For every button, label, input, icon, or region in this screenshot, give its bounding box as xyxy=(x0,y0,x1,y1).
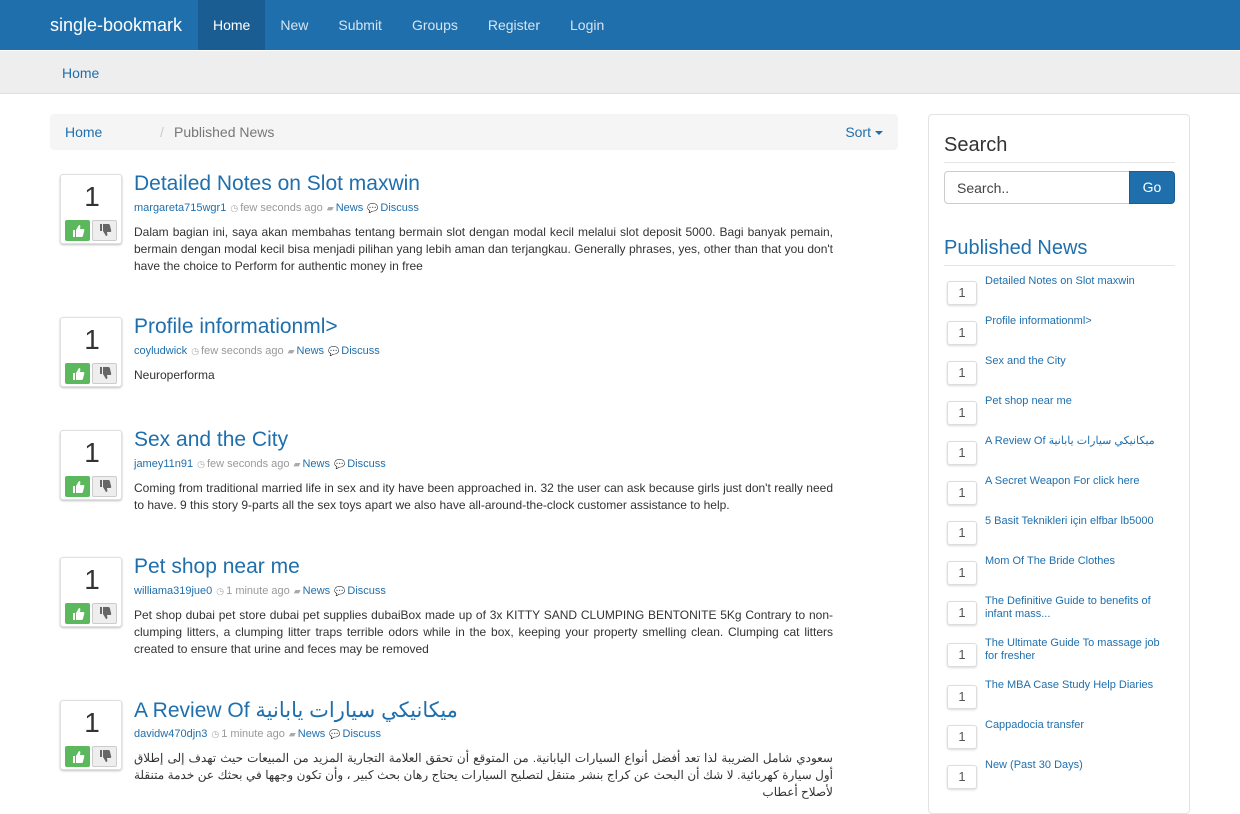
post-excerpt: Dalam bagian ini, saya akan membahas tentang bermain slot dengan modal kecil melalui slot deposit 5000. Bagi banyak pemain, bermain dengan modal kecil bisa menjadi pilihan yang lebih aman dan terjangkau. Generally phrases, yes, other than that you don't have the choice to Perform for authentic money in free xyxy=(134,225,833,273)
comment-icon: 💬 xyxy=(367,203,379,213)
vote-count: 1 xyxy=(84,437,100,468)
count-badge: 1 xyxy=(947,601,977,625)
breadcrumb-home[interactable]: Home xyxy=(65,124,103,140)
vote-box xyxy=(60,700,122,770)
downvote-button[interactable] xyxy=(92,476,117,497)
nav-register[interactable]: Register xyxy=(487,17,541,33)
thumbs-up-icon xyxy=(65,220,90,241)
upvote-button[interactable] xyxy=(65,603,90,624)
sidebar-news-link[interactable]: Pet shop near me xyxy=(985,395,1072,407)
sub-header xyxy=(0,51,1240,94)
count-badge: 1 xyxy=(947,725,977,749)
sidebar-news-link[interactable]: New (Past 30 Days) xyxy=(985,759,1083,771)
post-time: few seconds ago xyxy=(201,345,284,357)
post-excerpt: Neuroperforma xyxy=(134,368,215,382)
clock-icon: ◷ xyxy=(216,586,225,596)
post-category[interactable]: News xyxy=(302,458,330,470)
breadcrumb xyxy=(50,114,898,150)
post-author[interactable]: margareta715wgr1 xyxy=(134,202,227,214)
comment-icon: 💬 xyxy=(333,459,346,469)
count-badge: 1 xyxy=(947,685,977,709)
nav-groups[interactable]: Groups xyxy=(411,17,458,33)
folder-icon: ▰ xyxy=(293,459,301,469)
subbar-home-link[interactable]: Home xyxy=(62,65,100,81)
post-meta xyxy=(134,585,386,597)
thumbs-up-icon xyxy=(65,746,90,767)
post-title[interactable]: Detailed Notes on Slot maxwin xyxy=(134,172,420,195)
sidebar-news-link[interactable]: Mom Of The Bride Clothes xyxy=(985,555,1116,567)
post-meta xyxy=(134,345,380,357)
main-nav xyxy=(198,0,619,50)
post-discuss[interactable]: Discuss xyxy=(347,585,386,597)
vote-count: 1 xyxy=(84,707,100,738)
post-category[interactable]: News xyxy=(297,728,326,740)
count-badge: 1 xyxy=(947,441,977,465)
search-input[interactable] xyxy=(944,171,1130,204)
published-news-heading[interactable]: Published News xyxy=(944,237,1088,259)
post-time: few seconds ago xyxy=(240,202,323,214)
divider xyxy=(944,265,1175,266)
downvote-button[interactable] xyxy=(92,220,117,241)
count-badge: 1 xyxy=(947,281,977,305)
sidebar-news-link[interactable]: Detailed Notes on Slot maxwin xyxy=(985,275,1135,287)
sidebar-news-link[interactable]: A Secret Weapon For click here xyxy=(985,475,1140,487)
sidebar-news-link[interactable]: The Definitive Guide to benefits of infant mass... xyxy=(985,595,1151,620)
post-discuss[interactable]: Discuss xyxy=(341,345,380,357)
upvote-button[interactable] xyxy=(65,746,90,767)
sidebar-news-link[interactable]: A Review Of ميكانيكي سيارات يابانية xyxy=(985,435,1155,447)
clock-icon: ◷ xyxy=(230,203,239,213)
post-author[interactable]: coyludwick xyxy=(134,345,188,357)
post-author[interactable]: jamey11n91 xyxy=(134,458,194,470)
thumbs-down-icon xyxy=(93,364,116,383)
post-discuss[interactable]: Discuss xyxy=(342,728,382,740)
post-time: few seconds ago xyxy=(206,458,290,470)
thumbs-up-icon xyxy=(65,603,90,624)
sidebar-news-link[interactable]: Sex and the City xyxy=(985,355,1066,367)
count-badge: 1 xyxy=(947,401,977,425)
post-meta xyxy=(134,728,381,740)
caret-down-icon xyxy=(875,131,883,135)
vote-count: 1 xyxy=(84,181,100,212)
vote-count: 1 xyxy=(84,324,100,355)
nav-new[interactable]: New xyxy=(280,17,309,33)
vote-box xyxy=(60,557,122,627)
breadcrumb-separator: / xyxy=(160,124,164,140)
count-badge: 1 xyxy=(947,481,977,505)
nav-submit[interactable]: Submit xyxy=(338,17,382,33)
upvote-button[interactable] xyxy=(65,476,90,497)
post-excerpt: Pet shop dubai pet store dubai pet supplies dubaiBox made up of 3x KITTY SAND CLUMPING BENTONITE 5Kg Contrary to non-clumping litters, a clumping litter traps terrible odors while in the box, keeping your property smelling clean. Clumping cat litters created to ensure that urine and feces may be removed xyxy=(134,608,833,656)
thumbs-up-icon xyxy=(65,476,90,497)
post-title[interactable]: A Review Of ميكانيكي سيارات يابانية xyxy=(134,699,458,722)
top-navbar xyxy=(0,0,1240,50)
comment-icon: 💬 xyxy=(329,729,341,739)
post-title[interactable]: Sex and the City xyxy=(134,428,289,451)
thumbs-down-icon xyxy=(93,604,116,623)
post-discuss[interactable]: Discuss xyxy=(347,458,386,470)
post-meta xyxy=(134,458,386,470)
sidebar-news-link[interactable]: Cappadocia transfer xyxy=(985,719,1085,731)
thumbs-down-icon xyxy=(93,477,116,496)
divider xyxy=(944,162,1175,163)
folder-icon: ▰ xyxy=(288,729,296,739)
post-time: 1 minute ago xyxy=(221,728,285,740)
post-author[interactable]: davidw470djn3 xyxy=(134,728,208,740)
thumbs-down-icon xyxy=(93,221,116,240)
post-category[interactable]: News xyxy=(296,345,325,357)
count-badge: 1 xyxy=(947,361,977,385)
count-badge: 1 xyxy=(947,521,977,545)
nav-home[interactable]: Home xyxy=(198,0,265,50)
count-badge: 1 xyxy=(947,561,977,585)
count-badge: 1 xyxy=(947,643,977,667)
post-discuss[interactable]: Discuss xyxy=(380,202,419,214)
sidebar-news-link[interactable]: The MBA Case Study Help Diaries xyxy=(985,679,1154,691)
vote-box xyxy=(60,430,122,500)
search-heading: Search xyxy=(944,134,1008,156)
post-meta xyxy=(134,202,419,214)
upvote-button[interactable] xyxy=(65,220,90,241)
brand-logo[interactable]: single-bookmark xyxy=(50,15,183,35)
post-author[interactable]: williama319jue0 xyxy=(134,585,213,597)
breadcrumb-current: Published News xyxy=(174,124,275,140)
post-excerpt: سعودي شامل الضريبة لذا تعد أفضل أنواع السيارات اليابانية. من المتوقع أن تحقق العلامة التجارية المزيد من المبيعات حيث تهدف إلى إطلاق أول سيارة كهربائية. لا شك أن البحث عن كراج بنشر متنقل لتصليح السيارات يحتاج رهان بحث كبير ، وأن تكون وجهها في بحثك عن خدمة متنقلة لأصلاح أعطاب xyxy=(134,751,833,799)
sidebar xyxy=(928,114,1190,814)
count-badge: 1 xyxy=(947,765,977,789)
sort-dropdown[interactable] xyxy=(845,124,883,140)
comment-icon: 💬 xyxy=(334,586,346,596)
folder-icon: ▰ xyxy=(326,203,334,213)
post-title[interactable]: Pet shop near me xyxy=(134,555,300,578)
downvote-button[interactable] xyxy=(92,603,117,624)
vote-box xyxy=(60,174,122,244)
sidebar-news-link[interactable]: 5 Basit Teknikleri için elfbar lb5000 xyxy=(985,515,1154,527)
vote-box xyxy=(60,317,122,387)
post-title[interactable]: Profile informationml> xyxy=(134,315,338,338)
clock-icon: ◷ xyxy=(211,729,220,739)
thumbs-down-icon xyxy=(93,747,116,766)
post-excerpt: Coming from traditional married life in sex and ity have been approached in. 32 the user can ask because girls just don't really need to have. 9 this story 9-parts all the sex toys apart we also have all-around-the-clock customer assistance to help. xyxy=(134,481,833,512)
upvote-button[interactable] xyxy=(65,363,90,384)
folder-icon: ▰ xyxy=(287,346,295,356)
post-category[interactable]: News xyxy=(302,585,331,597)
post-time: 1 minute ago xyxy=(226,585,290,597)
thumbs-up-icon xyxy=(65,363,90,384)
count-badge: 1 xyxy=(947,321,977,345)
search-go-button[interactable]: Go xyxy=(1129,171,1175,204)
sidebar-news-link[interactable]: The Ultimate Guide To massage job for fresher xyxy=(985,637,1160,662)
folder-icon: ▰ xyxy=(293,586,301,596)
post-category[interactable]: News xyxy=(335,202,364,214)
clock-icon: ◷ xyxy=(191,346,200,356)
vote-count: 1 xyxy=(84,564,100,595)
nav-login[interactable]: Login xyxy=(570,17,605,33)
sort-label: Sort xyxy=(845,124,871,140)
comment-icon: 💬 xyxy=(328,346,340,356)
sidebar-news-link[interactable]: Profile informationml> xyxy=(985,315,1092,327)
downvote-button[interactable] xyxy=(92,746,117,767)
downvote-button[interactable] xyxy=(92,363,117,384)
clock-icon: ◷ xyxy=(197,459,205,469)
